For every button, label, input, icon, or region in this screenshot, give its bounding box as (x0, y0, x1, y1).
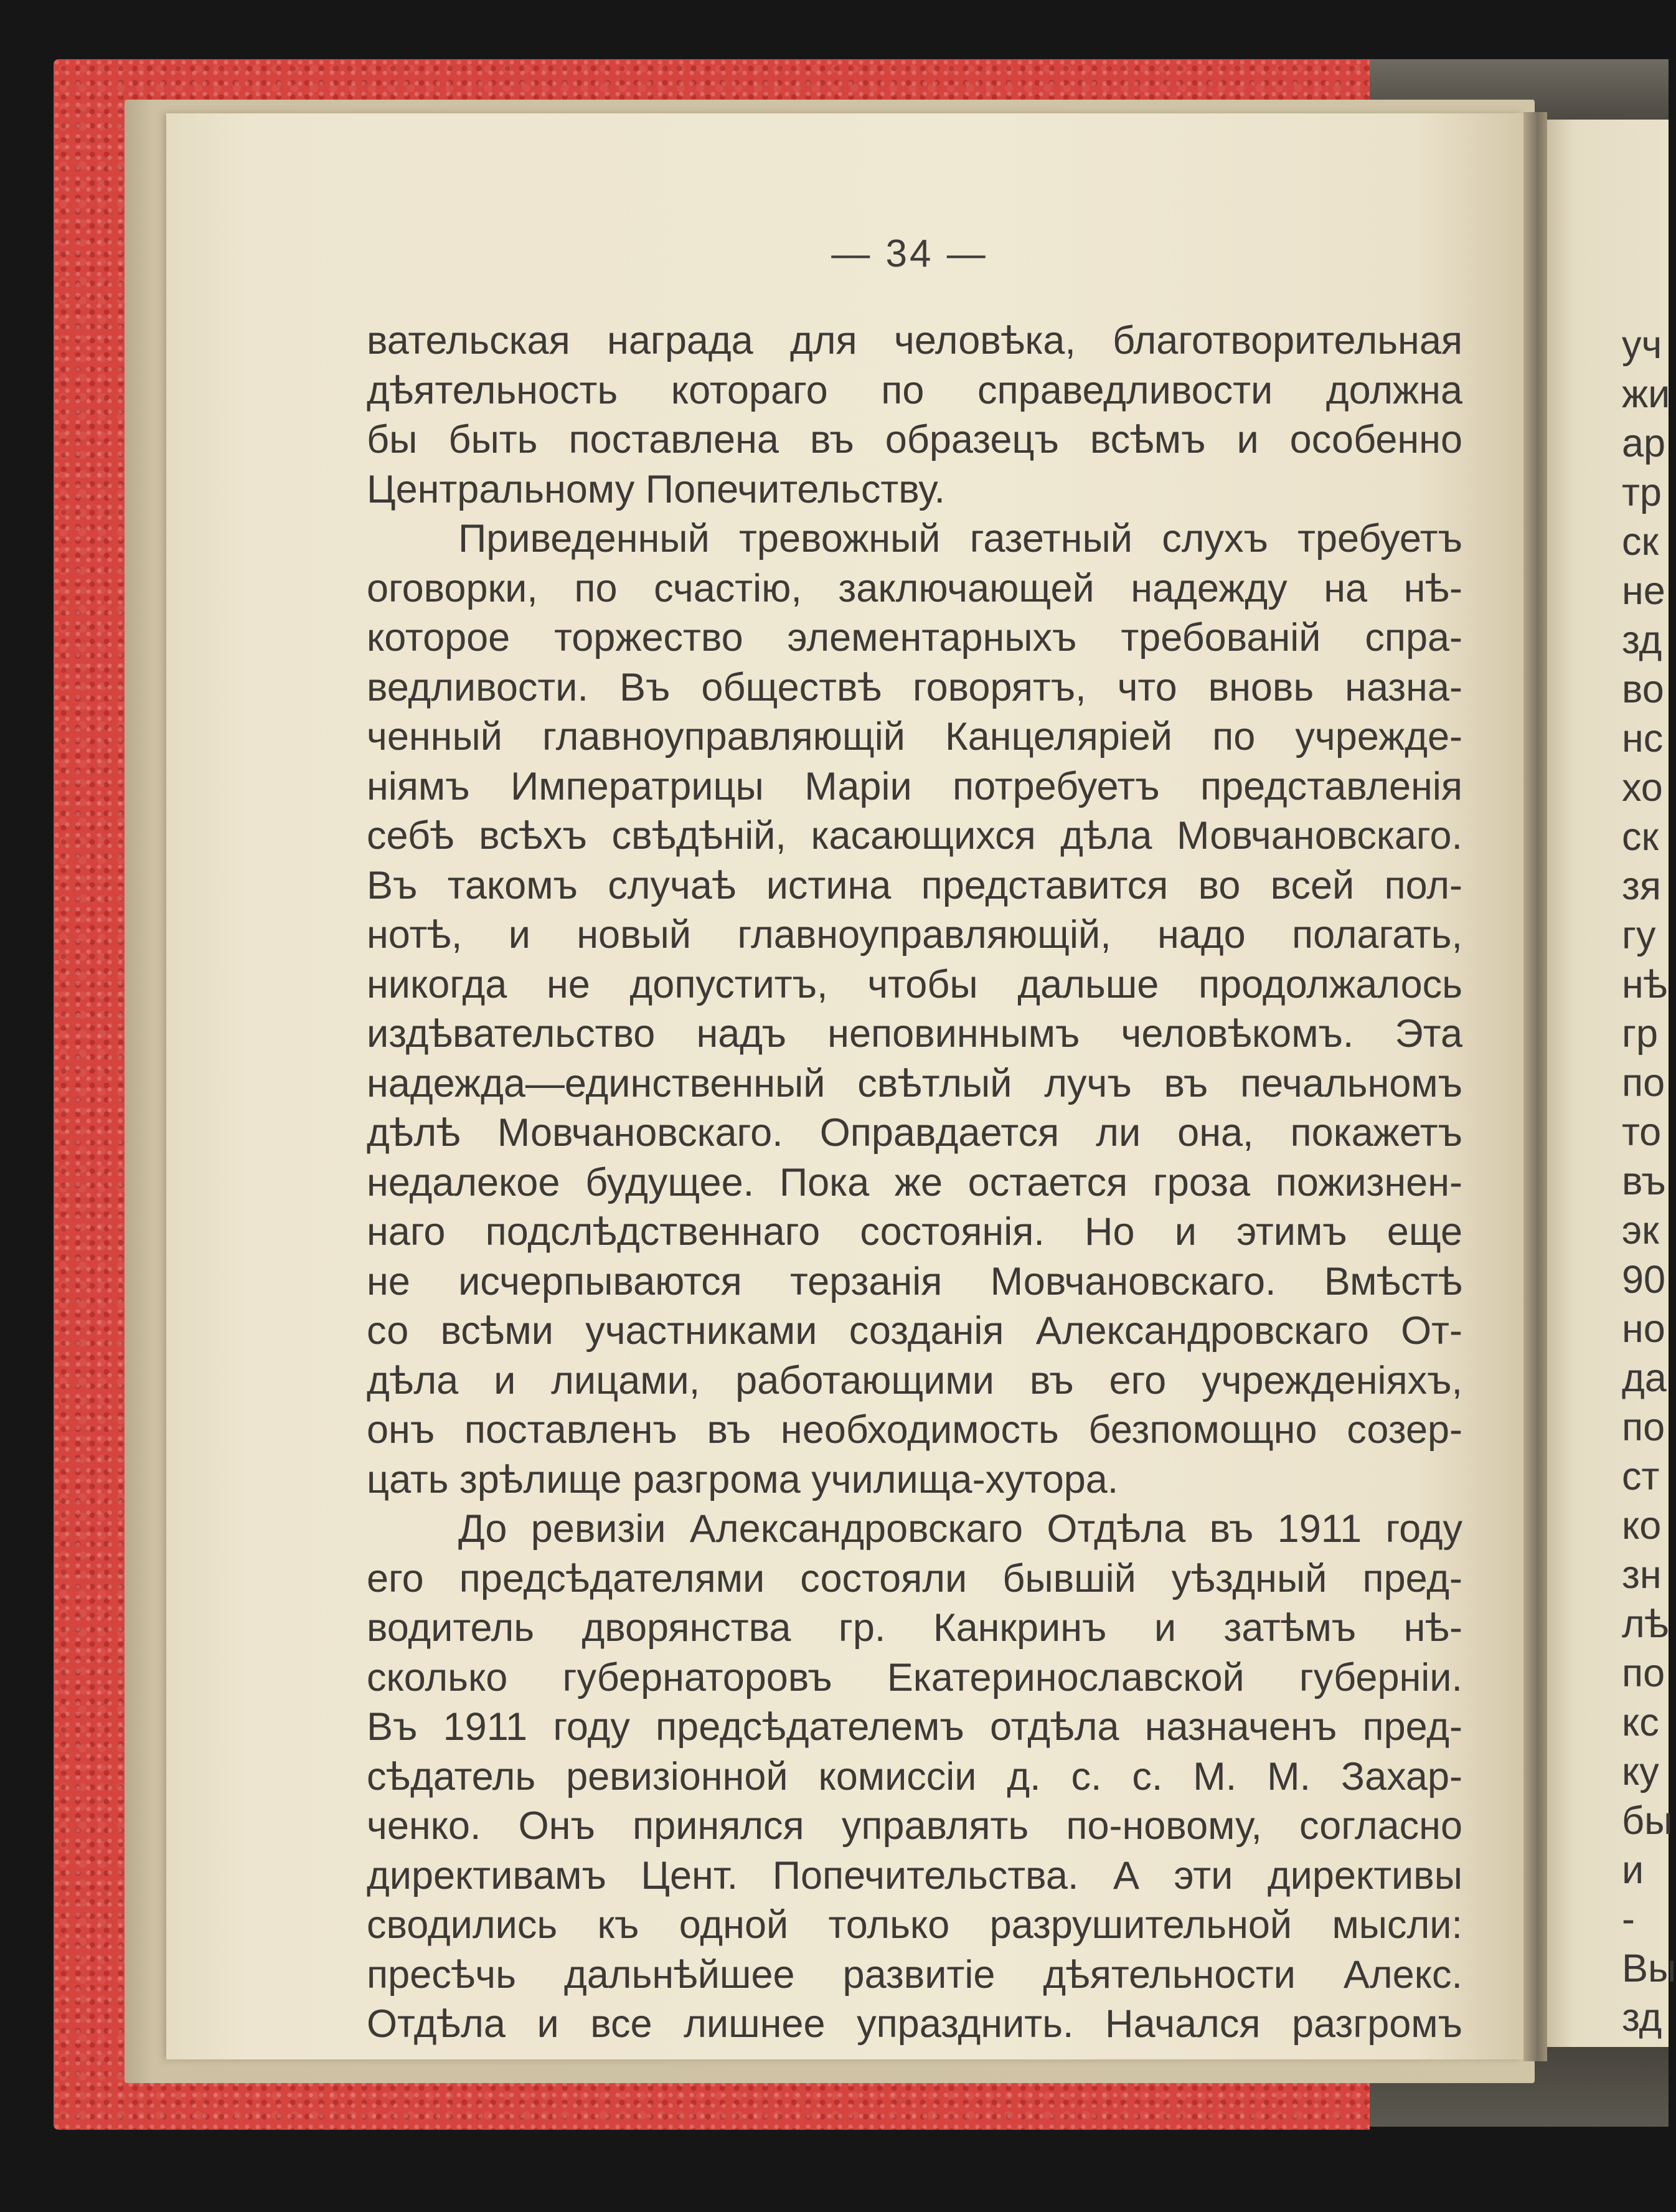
facing-page-line-fragment: - (1622, 1898, 1635, 1941)
text-line: ченный главноуправляющій Канцеляріей по учрежде- (367, 715, 1462, 759)
facing-page-line-fragment: не (1622, 569, 1665, 613)
text-line: цать зрѣлище разгрома училища-хутора. (367, 1457, 1119, 1501)
facing-page-text (1622, 321, 1676, 2043)
text-line: бы быть поставлена въ образецъ всѣмъ и особенно (367, 418, 1462, 461)
text-line: Отдѣла и все лишнее упразднить. Начался разгромъ (367, 2002, 1462, 2046)
facing-page-line-fragment: по (1622, 1652, 1665, 1695)
facing-page-line-fragment: тр (1622, 471, 1662, 514)
facing-page-line-fragment: да (1622, 1356, 1667, 1400)
facing-page-line-fragment: ку (1622, 1750, 1659, 1794)
text-line: ніямъ Императрицы Маріи потребуетъ представленія (367, 764, 1462, 808)
text-line: ченко. Онъ принялся управлять по-новому, согласно (367, 1804, 1462, 1848)
text-line: надежда—единственный свѣтлый лучъ въ печальномъ (367, 1061, 1462, 1105)
text-line: дѣятельность котораго по справедливости должна (367, 368, 1462, 412)
page-number: — 34 — (831, 232, 988, 275)
text-line: со всѣми участниками созданія Александровскаго От- (367, 1309, 1462, 1353)
text-line: которое торжество элементарныхъ требованій спра- (367, 616, 1462, 659)
facing-page-line-fragment: гр (1622, 1012, 1659, 1056)
facing-page-line-fragment: но (1622, 1307, 1665, 1351)
text-line: никогда не допуститъ, чтобы дальше продолжалось (367, 962, 1462, 1006)
facing-page-line-fragment: зд (1622, 1996, 1662, 2039)
text-line: не исчерпываются терзанія Мовчановскаго. Вмѣстѣ (367, 1259, 1462, 1303)
text-line: сколько губернаторовъ Екатеринославской губерніи. (367, 1655, 1462, 1699)
paragraph (367, 316, 1462, 514)
text-line: издѣвательство надъ неповиннымъ человѣкомъ. Эта (367, 1012, 1462, 1056)
facing-page-line-fragment: зд (1622, 618, 1662, 662)
facing-page-line-fragment: и (1622, 1848, 1644, 1892)
facing-page-line-fragment: бы (1622, 1799, 1673, 1843)
text-line: дѣлѣ Мовчановскаго. Оправдается ли она, покажетъ (367, 1111, 1462, 1155)
facing-page-line-fragment: по (1622, 1061, 1665, 1105)
text-line: водитель дворянства гр. Канкринъ и затѣмъ нѣ- (367, 1606, 1462, 1650)
facing-page-line-fragment: ар (1622, 422, 1666, 465)
facing-page-line-fragment: нѣ (1622, 963, 1668, 1006)
text-line: Центральному Попечительству. (367, 467, 946, 511)
text-line: Приведенный тревожный газетный слухъ требуетъ (458, 517, 1462, 560)
facing-page-line-fragment: по (1622, 1406, 1665, 1449)
text-line: Въ такомъ случаѣ истина представится во всей пол- (367, 863, 1462, 907)
text-line: его предсѣдателями состояли бывшій уѣздный пред- (367, 1556, 1462, 1600)
facing-page-line-fragment: во (1622, 668, 1664, 711)
text-line: оговорки, по счастію, заключающей надежду на нѣ- (367, 566, 1462, 610)
facing-page-line-fragment: ск (1622, 520, 1659, 564)
facing-page-line-fragment: 90 (1622, 1258, 1666, 1302)
text-line: директивамъ Цент. Попечительства. А эти директивы (367, 1853, 1462, 1898)
text-line: нотѣ, и новый главноуправляющій, надо полагать, (367, 913, 1462, 957)
facing-page-line-fragment: кс (1622, 1701, 1659, 1744)
text-line: сѣдатель ревизіонной комиссіи д. с. с. М. М. Захар- (367, 1754, 1462, 1798)
text-line: онъ поставленъ въ необходимость безпомощно созер- (367, 1408, 1462, 1452)
facing-page-line-fragment: зя (1622, 864, 1661, 908)
text-line: пресѣчь дальнѣйшее развитіе дѣятельности Алекс. (367, 1952, 1462, 1997)
facing-page-line-fragment: ко (1622, 1504, 1662, 1548)
facing-page-line-fragment: гу (1622, 914, 1656, 957)
facing-page-line-fragment: жи (1622, 372, 1670, 416)
facing-page-line-fragment: въ (1622, 1160, 1666, 1203)
paragraph (367, 1505, 1462, 2049)
text-line: сводились къ одной только разрушительной мысли: (367, 1903, 1462, 1947)
text-line: дѣла и лицами, работающими въ его учрежденіяхъ, (367, 1358, 1462, 1402)
facing-page-line-fragment: ск (1622, 815, 1659, 859)
page-gutter (1523, 112, 1547, 2061)
text-line: недалекое будущее. Пока же остается гроза пожизнен- (367, 1160, 1462, 1204)
text-line: Въ 1911 году предсѣдателемъ отдѣла назначенъ пред- (367, 1705, 1462, 1749)
paragraph (367, 514, 1462, 1505)
facing-page-line-fragment: ст (1622, 1455, 1660, 1498)
facing-page-line-fragment: лѣ (1622, 1602, 1669, 1646)
facing-page-line-fragment: уч (1622, 323, 1662, 367)
text-line: До ревизіи Александровскаго Отдѣла въ 1911 году (458, 1507, 1462, 1551)
text-line: вательская награда для человѣка, благотворительная (367, 319, 1462, 362)
facing-page-line-fragment: Вы (1622, 1947, 1676, 1990)
text-line: ведливости. Въ обществѣ говорятъ, что вновь назна- (367, 665, 1462, 709)
text-block (367, 316, 1462, 2049)
facing-page-line-fragment: нс (1622, 717, 1664, 760)
facing-page-line-fragment: эк (1622, 1209, 1659, 1252)
text-line: себѣ всѣхъ свѣдѣній, касающихся дѣла Мовчановскаго. (367, 814, 1462, 858)
text-line: наго подслѣдственнаго состоянія. Но и этимъ еще (367, 1210, 1462, 1254)
facing-page-line-fragment: хо (1622, 766, 1663, 810)
facing-page-line-fragment: то (1622, 1110, 1662, 1154)
facing-page (1547, 120, 1676, 2047)
facing-page-line-fragment: зн (1622, 1553, 1662, 1597)
